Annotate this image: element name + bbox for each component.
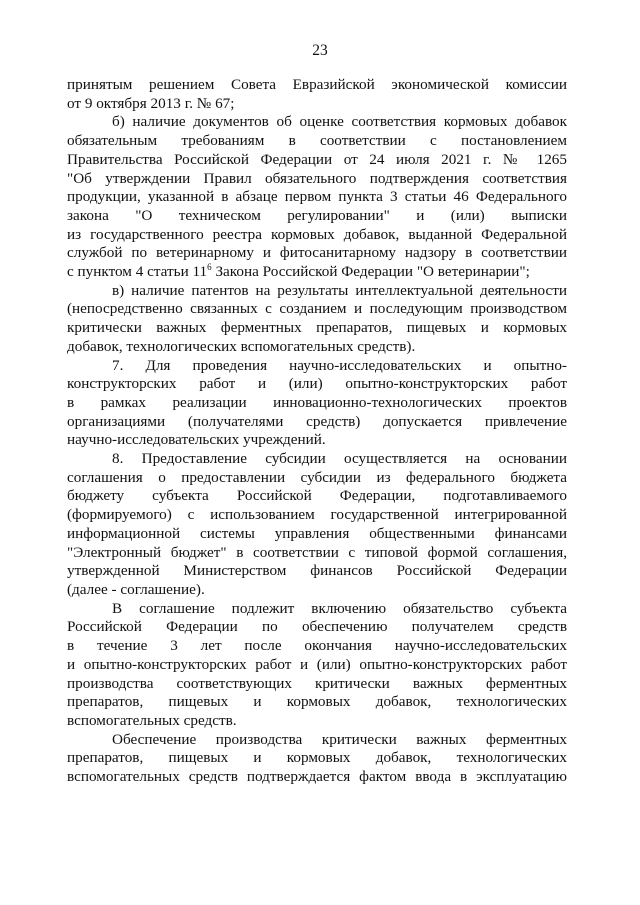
- text-line-content: соглашения о предоставлении субсидии из федерального бюджета: [67, 468, 567, 486]
- text-line-content: критически важных ферментных препаратов, пищевых и кормовых: [67, 319, 567, 337]
- text-line: [67, 375, 567, 394]
- text-line: [67, 525, 567, 544]
- text-line: [67, 188, 567, 207]
- text-line: [67, 431, 567, 450]
- text-line-content: в) наличие патентов на результаты интеллектуальной деятельности: [112, 281, 567, 299]
- text-line-content: обязательным требованиям в соответствии с постановлением: [67, 132, 567, 150]
- text-line: [67, 506, 567, 525]
- text-line-content: научно-исследовательских учреждений.: [67, 431, 326, 449]
- text-line-content: препаратов, пищевых и кормовых добавок, технологических: [67, 693, 567, 711]
- text-line: [67, 749, 567, 768]
- superscript: 6: [207, 261, 212, 272]
- text-line: [67, 731, 567, 750]
- document-body: [67, 76, 567, 787]
- text-line: [67, 207, 567, 226]
- text-line: [67, 95, 567, 114]
- text-line-content: б) наличие документов об оценке соответствия кормовых добавок: [112, 113, 567, 131]
- text-line-content: с пунктом 4 статьи 11: [67, 263, 208, 281]
- text-line-content: конструкторских работ и (или) опытно-конструкторских работ: [67, 375, 567, 393]
- text-line: [67, 637, 567, 656]
- text-line-content: препаратов, пищевых и кормовых добавок, технологических: [67, 749, 567, 767]
- text-line-content: вспомогательных средств подтверждается фактом ввода в эксплуатацию: [67, 768, 567, 786]
- text-line: [67, 226, 567, 245]
- text-line-content: утвержденной Министерством финансов Российской Федерации: [67, 562, 567, 580]
- text-line-content: принятым решением Совета Евразийской экономической комиссии: [67, 76, 567, 93]
- text-line: [67, 581, 567, 600]
- text-line: [67, 76, 567, 95]
- text-line: [67, 170, 567, 189]
- text-line: [67, 693, 567, 712]
- text-line-content: (непосредственно связанных с созданием и последующим производством: [67, 300, 567, 318]
- text-line: [67, 450, 567, 469]
- text-line: [67, 263, 567, 282]
- text-line-content: в течение 3 лет после окончания научно-исследовательских: [67, 637, 567, 655]
- text-line-content: В соглашение подлежит включению обязательство субъекта: [112, 599, 567, 617]
- text-line-content: добавок, технологических вспомогательных средств).: [67, 337, 416, 355]
- text-line: [67, 151, 567, 170]
- text-line: [67, 656, 567, 675]
- text-line: [67, 319, 567, 338]
- text-line: [67, 712, 567, 731]
- text-line-continuation: Закона Российской Федерации "О ветеринарии";: [211, 263, 530, 281]
- text-line-content: (далее - соглашение).: [67, 580, 205, 598]
- text-line-content: продукции, указанной в абзаце первом пункта 3 статьи 46 Федерального: [67, 188, 567, 206]
- text-line-content: вспомогательных средств.: [67, 711, 237, 729]
- text-line-content: Обеспечение производства критически важных ферментных: [112, 730, 567, 748]
- text-line: [67, 132, 567, 151]
- text-line: [67, 618, 567, 637]
- text-line-content: бюджету субъекта Российской Федерации, подготавливаемого: [67, 487, 567, 505]
- text-line-content: "Электронный бюджет" в соответствии с типовой формой соглашения,: [67, 543, 567, 561]
- text-line-content: организациями (получателями средств) допускается привлечение: [67, 412, 567, 430]
- text-line: [67, 562, 567, 581]
- text-line: [67, 768, 567, 787]
- text-line-content: и опытно-конструкторских работ и (или) опытно-конструкторских работ: [67, 655, 567, 673]
- text-line-content: закона "О техническом регулировании" и (или) выписки: [67, 206, 567, 224]
- text-line-content: от 9 октября 2013 г. № 67;: [67, 94, 235, 112]
- text-line-content: службой по ветеринарному и фитосанитарному надзору в соответствии: [67, 244, 567, 262]
- text-line: [67, 600, 567, 619]
- text-line-content: из государственного реестра кормовых добавок, выданной Федеральной: [67, 225, 567, 243]
- text-line: [67, 357, 567, 376]
- text-line: [67, 338, 567, 357]
- text-line-content: (формируемого) с использованием государственной интегрированной: [67, 506, 567, 524]
- text-line-content: производства соответствующих критически важных ферментных: [67, 674, 567, 692]
- text-line-content: 8. Предоставление субсидии осуществляется на основании: [112, 450, 567, 468]
- text-line: [67, 487, 567, 506]
- text-line: [67, 300, 567, 319]
- text-line-content: "Об утверждении Правил обязательного подтверждения соответствия: [67, 169, 567, 187]
- text-line: [67, 282, 567, 301]
- text-line: [67, 113, 567, 132]
- text-line: [67, 469, 567, 488]
- text-line-content: Правительства Российской Федерации от 24 июля 2021 г. № 1265: [67, 150, 567, 168]
- text-line: [67, 544, 567, 563]
- text-line: [67, 244, 567, 263]
- text-line: [67, 394, 567, 413]
- page-number: 23: [312, 42, 328, 59]
- text-line: [67, 675, 567, 694]
- text-line-content: Российской Федерации по обеспечению получателем средств: [67, 618, 567, 636]
- text-line-content: информационной системы управления общественными финансами: [67, 524, 567, 542]
- text-line-content: в рамках реализации инновационно-технологических проектов: [67, 393, 567, 411]
- text-line-content: 7. Для проведения научно-исследовательских и опытно-: [112, 356, 567, 374]
- text-line: [67, 413, 567, 432]
